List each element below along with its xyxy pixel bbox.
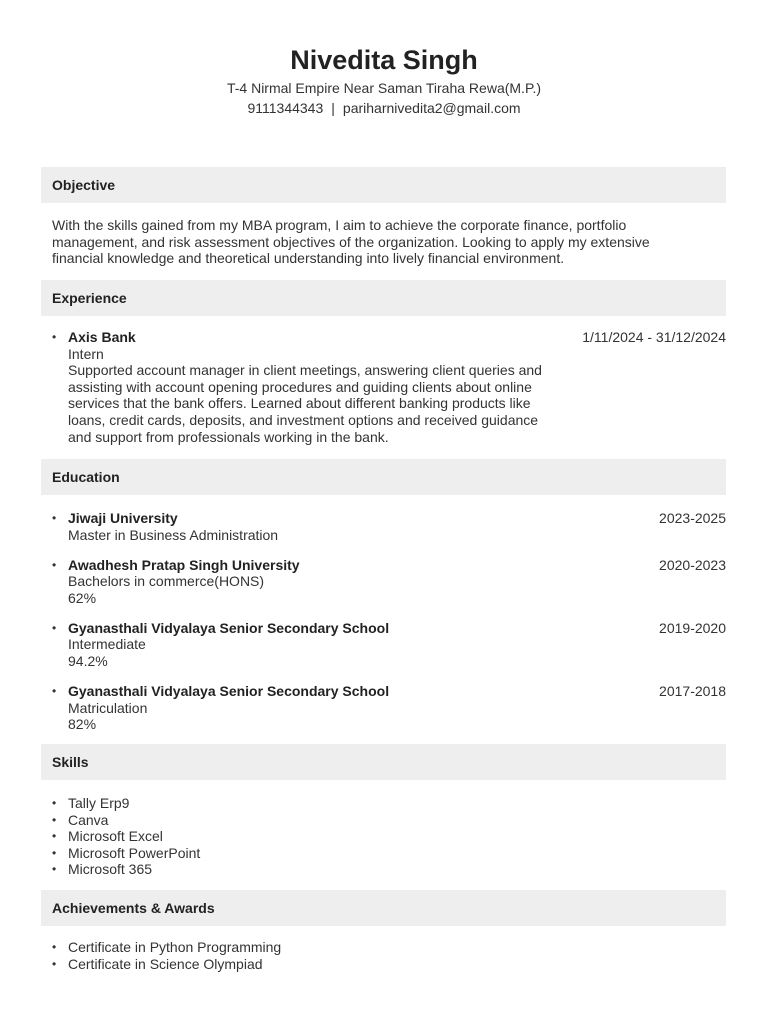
education-score: 62% (68, 589, 97, 606)
experience-dates: 1/11/2024 - 31/12/2024 (582, 329, 726, 345)
phone-number: 9111344343 (247, 100, 324, 116)
education-dates: 2017-2018 (659, 682, 726, 699)
education-institution: • Gyanasthali Vidyalaya Senior Secondary School (68, 619, 390, 636)
education-score: 82% (68, 716, 97, 733)
email-address: pariharnivedita2@gmail.com (342, 100, 521, 116)
skills-list (52, 795, 726, 878)
education-degree: Intermediate (68, 636, 146, 653)
experience-entry (52, 329, 726, 445)
objective-section (41, 167, 726, 267)
achievements-body (41, 926, 726, 972)
education-entry (52, 620, 726, 670)
objective-text: With the skills gained from my MBA program, I aim to achieve the corporate finance, portfolio management, and risk assessment objectives of the organization. Looking to apply my extensive financial knowledge and theoretical understanding into lively financial environment. (52, 217, 650, 267)
experience-company: • Axis Bank (68, 329, 136, 345)
achievement-item: • Certificate in Science Olympiad (52, 956, 726, 973)
education-body (41, 495, 726, 733)
education-dates: 2019-2020 (659, 619, 726, 636)
skill-item: • Microsoft PowerPoint (52, 845, 726, 862)
skills-heading: Skills (41, 744, 726, 780)
skill-item: • Microsoft 365 (52, 861, 726, 878)
education-score: 94.2% (68, 652, 108, 669)
skill-item: • Canva (52, 812, 726, 829)
candidate-address: T-4 Nirmal Empire Near Saman Tiraha Rewa(M.P.) (226, 80, 542, 96)
education-institution: • Awadhesh Pratap Singh University (68, 556, 300, 573)
achievements-heading: Achievements & Awards (41, 890, 726, 926)
experience-section (41, 280, 726, 445)
candidate-name: Nivedita Singh (290, 45, 478, 75)
experience-description: Supported account manager in client meetings, answering client queries and assisting with account opening procedures and guiding clients about online services that the bank offers. Learned about different banking products like loans, credit cards, deposits, and investment options and received guidance and support from professionals working in the bank. (68, 362, 542, 445)
experience-body (41, 316, 726, 445)
education-institution: • Gyanasthali Vidyalaya Senior Secondary School (68, 682, 390, 699)
education-entry (52, 683, 726, 733)
education-section (41, 459, 726, 746)
experience-role: Intern (68, 345, 104, 362)
objective-body (41, 203, 726, 267)
education-degree: Bachelors in commerce(HONS) (68, 573, 265, 590)
achievements-section (41, 890, 726, 972)
experience-heading: Experience (41, 280, 726, 316)
education-degree: Matriculation (68, 699, 148, 716)
skill-item: • Tally Erp9 (52, 795, 726, 812)
skills-body (41, 780, 726, 878)
education-heading: Education (41, 459, 726, 495)
objective-heading: Objective (41, 167, 726, 203)
education-dates: 2023-2025 (659, 510, 726, 526)
education-entry (52, 510, 726, 543)
contact-line (0, 98, 768, 118)
education-institution: • Jiwaji University (68, 510, 178, 526)
education-entry (52, 557, 726, 607)
resume-header (0, 0, 768, 118)
achievement-item: • Certificate in Python Programming (52, 939, 726, 956)
contact-separator: | (331, 100, 335, 116)
education-dates: 2020-2023 (659, 556, 726, 573)
education-degree: Master in Business Administration (68, 526, 279, 543)
achievements-list (52, 939, 726, 972)
skills-section (41, 744, 726, 878)
skill-item: • Microsoft Excel (52, 828, 726, 845)
